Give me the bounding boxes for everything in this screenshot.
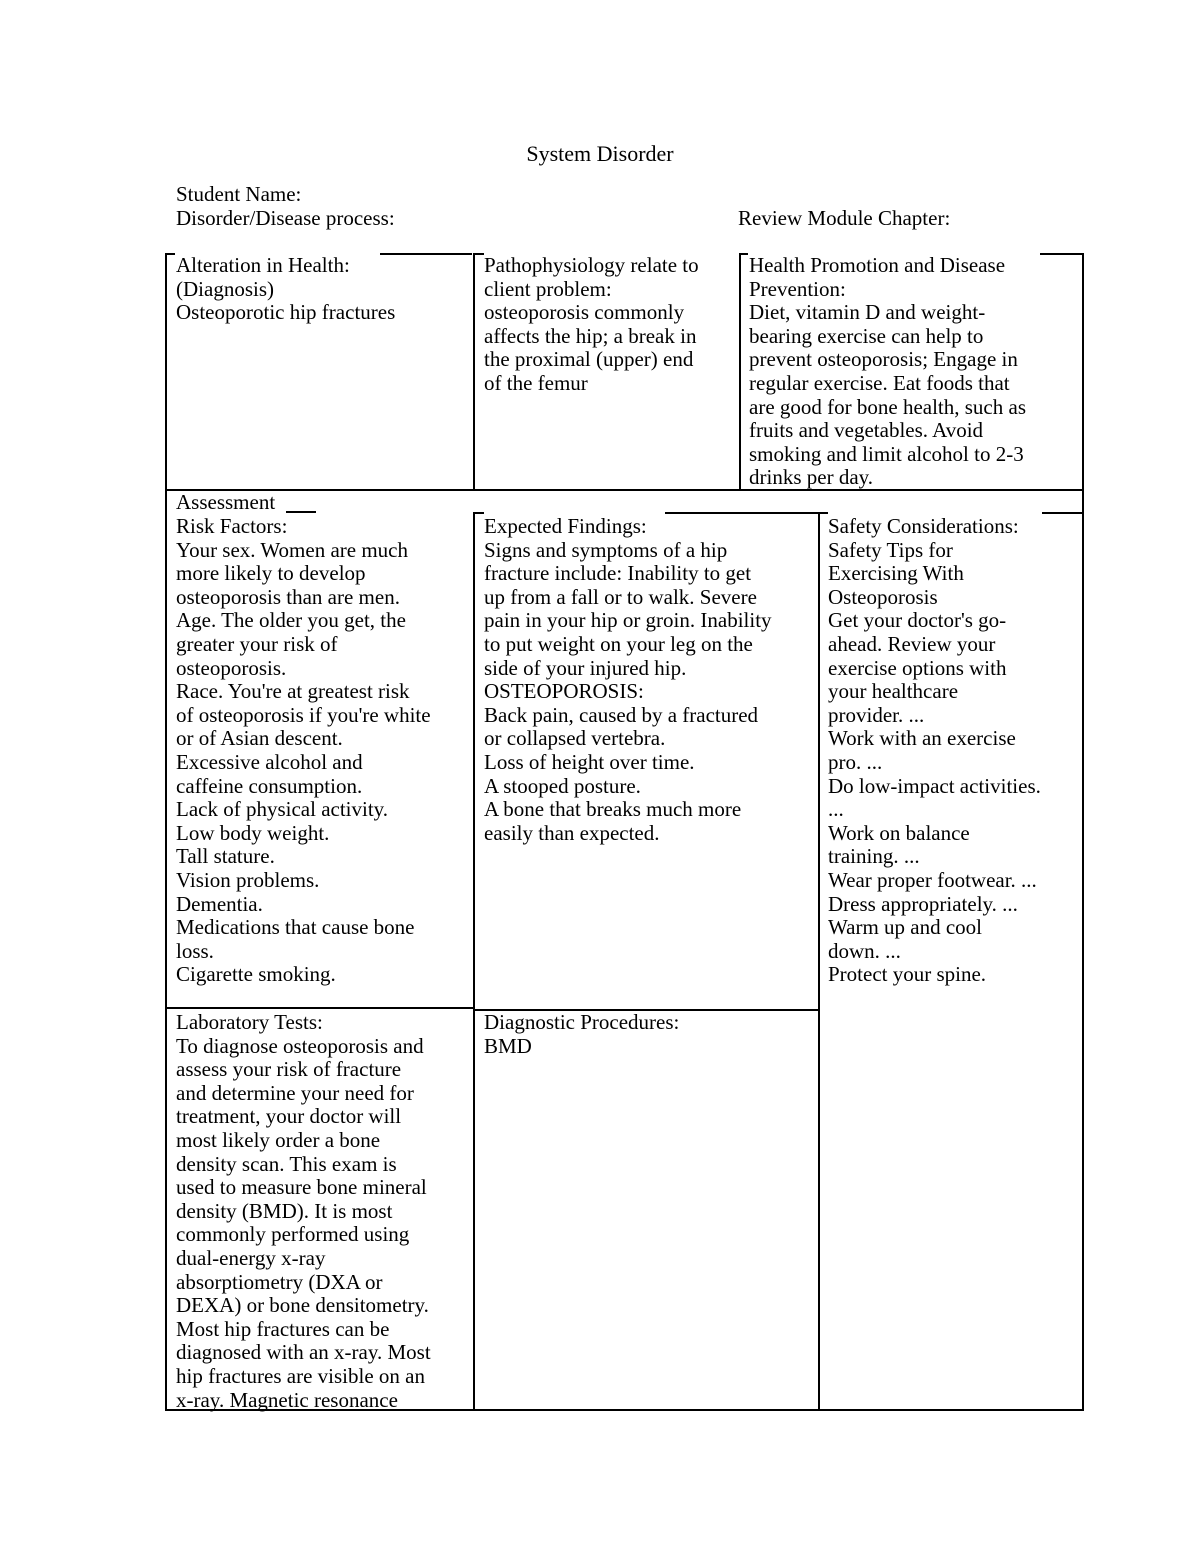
cell-line: Prevention: <box>749 276 846 301</box>
cell-line: Osteoporotic hip fractures <box>176 300 396 325</box>
cell-line: Exercising With <box>828 561 964 586</box>
cell-line: Osteoporosis <box>828 584 938 609</box>
cell-line: loss. <box>176 938 214 963</box>
cell-line: drinks per day. <box>749 465 874 490</box>
cell-line: greater your risk of <box>176 631 338 656</box>
cell-line: osteoporosis. <box>176 655 287 680</box>
cell-line: are good for bone health, such as <box>749 394 1026 419</box>
cell-line: Diagnostic Procedures: <box>484 1010 680 1034</box>
cell-line: diagnosed with an x-ray. Most <box>176 1340 431 1365</box>
cell-line: To diagnose osteoporosis and <box>176 1033 424 1058</box>
cell-line: BMD <box>484 1033 532 1058</box>
cell-line: osteoporosis commonly <box>484 300 685 325</box>
cell-line: Tall stature. <box>176 844 275 869</box>
laboratory-tests-cell <box>176 1011 431 1412</box>
cell-line: ahead. Review your <box>828 631 996 656</box>
cell-line: more likely to develop <box>176 561 366 586</box>
cell-line: Do low-impact activities. <box>828 773 1041 798</box>
cell-line: affects the hip; a break in <box>484 323 697 348</box>
cell-line: down. ... <box>828 938 901 963</box>
cell-line: Expected Findings: <box>484 514 647 538</box>
cell-line: pro. ... <box>828 749 883 774</box>
cell-line: of osteoporosis if you're white <box>176 702 431 727</box>
cell-line: Work on balance <box>828 820 970 845</box>
cell-line: Low body weight. <box>176 820 330 845</box>
cell-line: Your sex. Women are much <box>176 537 409 562</box>
cell-line: Safety Considerations: <box>828 514 1019 538</box>
cell-line: Medications that cause bone <box>176 915 415 940</box>
cell-line: ... <box>828 797 844 822</box>
cell-line: Cigarette smoking. <box>176 962 336 987</box>
cell-line: and determine your need for <box>176 1080 414 1105</box>
cell-line: hip fractures are visible on an <box>176 1363 425 1388</box>
cell-line: easily than expected. <box>484 820 660 845</box>
cell-line: Signs and symptoms of a hip <box>484 537 728 562</box>
cell-line: caffeine consumption. <box>176 773 363 798</box>
cell-line: Wear proper footwear. ... <box>828 867 1037 892</box>
cell-line: smoking and limit alcohol to 2-3 <box>749 441 1024 466</box>
cell-line: Loss of height over time. <box>484 749 695 774</box>
cell-line: bearing exercise can help to <box>749 323 984 348</box>
cell-line: Safety Tips for <box>828 537 953 562</box>
cell-line: regular exercise. Eat foods that <box>749 370 1010 395</box>
cell-line: Dress appropriately. ... <box>828 891 1018 916</box>
cell-line: Get your doctor's go- <box>828 608 1007 633</box>
cell-line: osteoporosis than are men. <box>176 584 400 609</box>
cell-line: Protect your spine. <box>828 962 987 987</box>
cell-line: to put weight on your leg on the <box>484 631 753 656</box>
cell-line: exercise options with <box>828 655 1007 680</box>
cell-line: Health Promotion and Disease <box>749 253 1006 277</box>
cell-line: x-ray. Magnetic resonance <box>176 1387 398 1412</box>
cell-line: treatment, your doctor will <box>176 1104 402 1129</box>
student-name-label: Student Name: <box>176 182 302 206</box>
health-promotion-cell <box>749 254 1026 490</box>
cell-line: Risk Factors: <box>176 514 288 538</box>
cell-line: your healthcare <box>828 679 959 704</box>
cell-line: or of Asian descent. <box>176 726 343 751</box>
cell-line: dual-energy x-ray <box>176 1245 326 1270</box>
cell-line: DEXA) or bone densitometry. <box>176 1293 429 1318</box>
cell-line: up from a fall or to walk. Severe <box>484 584 757 609</box>
cell-line: absorptiometry (DXA or <box>176 1269 383 1294</box>
cell-line: Excessive alcohol and <box>176 749 363 774</box>
cell-line: fracture include: Inability to get <box>484 561 752 586</box>
cell-line: used to measure bone mineral <box>176 1175 427 1200</box>
cell-line: Back pain, caused by a fractured <box>484 702 759 727</box>
diagnostic-procedures-cell <box>484 1011 679 1058</box>
cell-line: of the femur <box>484 370 588 395</box>
cell-line: Most hip fractures can be <box>176 1316 390 1341</box>
cell-line: commonly performed using <box>176 1222 410 1247</box>
review-chapter-label: Review Module Chapter: <box>738 206 951 230</box>
cell-line: Alteration in Health: <box>176 253 350 277</box>
cell-line: OSTEOPOROSIS: <box>484 679 644 704</box>
cell-line: Diet, vitamin D and weight- <box>749 300 986 325</box>
cell-line: (Diagnosis) <box>176 276 274 301</box>
cell-line: Work with an exercise <box>828 726 1016 751</box>
page-title: System Disorder <box>526 141 674 166</box>
cell-line: density (BMD). It is most <box>176 1198 393 1223</box>
cell-line: Race. You're at greatest risk <box>176 679 410 704</box>
pathophysiology-cell <box>484 254 699 396</box>
cell-line: pain in your hip or groin. Inability <box>484 608 772 633</box>
safety-considerations-cell <box>828 515 1041 987</box>
cell-line: Laboratory Tests: <box>176 1010 323 1034</box>
cell-line: A bone that breaks much more <box>484 797 742 822</box>
cell-line: side of your injured hip. <box>484 655 687 680</box>
cell-line: training. ... <box>828 844 920 869</box>
cell-line: the proximal (upper) end <box>484 347 694 372</box>
cell-line: client problem: <box>484 276 612 301</box>
assessment-heading <box>176 491 275 515</box>
cell-line: Warm up and cool <box>828 915 983 940</box>
assessment-label: Assessment <box>176 490 276 514</box>
risk-factors-cell <box>176 515 431 987</box>
cell-line: or collapsed vertebra. <box>484 726 666 751</box>
cell-line: Pathophysiology relate to <box>484 253 699 277</box>
expected-findings-cell <box>484 515 772 845</box>
cell-line: prevent osteoporosis; Engage in <box>749 347 1018 372</box>
cell-line: A stooped posture. <box>484 773 641 798</box>
cell-line: fruits and vegetables. Avoid <box>749 418 984 443</box>
cell-line: Lack of physical activity. <box>176 797 389 822</box>
alteration-in-health-cell <box>176 254 395 325</box>
cell-line: assess your risk of fracture <box>176 1057 402 1082</box>
cell-line: Vision problems. <box>176 867 320 892</box>
cell-line: density scan. This exam is <box>176 1151 397 1176</box>
cell-line: Dementia. <box>176 891 263 916</box>
disorder-label: Disorder/Disease process: <box>176 206 395 230</box>
cell-line: provider. ... <box>828 702 925 727</box>
cell-line: most likely order a bone <box>176 1127 381 1152</box>
cell-line: Age. The older you get, the <box>176 608 406 633</box>
